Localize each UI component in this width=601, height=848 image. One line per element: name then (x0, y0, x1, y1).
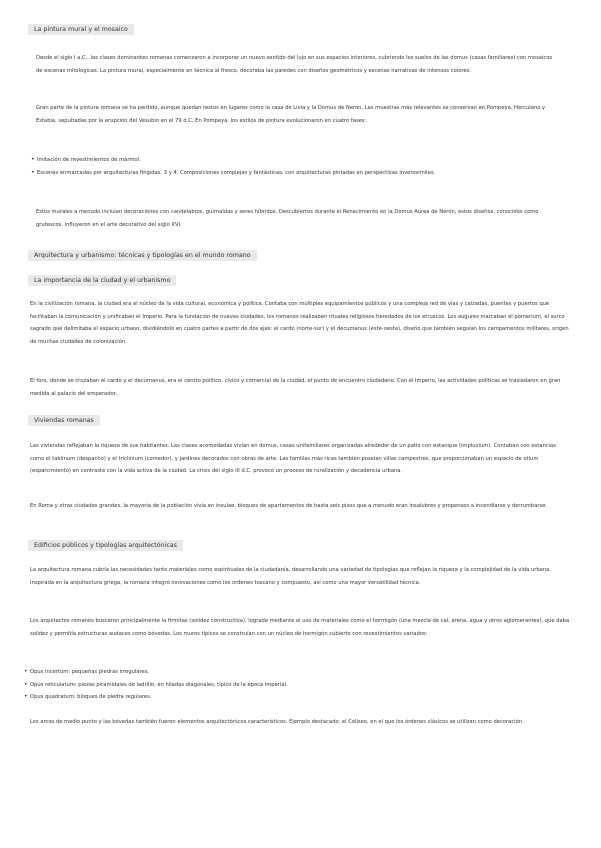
section-heading-ciudad: La importancia de la ciudad y el urbanismo (28, 275, 176, 286)
paragraph-firmitas: Los arquitectos romanos buscaron principalmente la firmitas (solidez constructiva), lograda mediante el uso de materiales como el hormigón (una mezcla de cal, arena, agua y otros aglomerantes), que daba solidez y permitía estructuras audaces como bóvedas. Los muros típicos se construían con un núcleo de hormigón cubierto con revestimientos variados: (30, 618, 570, 637)
paragraph-insulae: En Roma y otras ciudades grandes, la mayoría de la población vivía en insulae, bloques de apartamentos de hasta seis pisos que a menudo eran insalubres y propensos a incendiarse y derrumbarse. (30, 503, 548, 509)
paragraph-viviendas: Las viviendas reflejaban la riqueza de sus habitantes. Las clases acomodadas vivían en domus, casas unifamiliares organizadas alrededor de un patio con estanque (impluvium). Contaban con estancias como el tablinum (despacho) y el triclinium (comedor), y jardines decorados con obras de arte. Las familias más ricas también poseían villas campestres, que proporcionaban un espacio de otium (esparcimiento) en contraste con la vida activa de la ciudad. La crisis del siglo III d.C. provocó un proceso de ruralización y decadencia urbana. (30, 443, 556, 474)
list-item: • Escenas enmarcadas por arquitecturas fingidas. 3 y 4. Composiciones complejas y fantásticas, con arquitecturas pintadas en perspectivas inverosímiles. (31, 167, 551, 180)
list-opus-types (24, 666, 564, 704)
list-item: • Opus incertum: pequeñas piedras irregulares. (24, 666, 564, 679)
section-heading-viviendas: Viviendas romanas (28, 415, 100, 426)
list-item: • Imitación de revestimientos de mármol. (31, 154, 551, 167)
paragraph-arquitectura-romana: La arquitectura romana cubría las necesidades tanto materiales como espirituales de la ciudadanía, desarrollando una variedad de tipologías que reflejan la riqueza y la complejidad de la vida urbana. Inspirada en la arquitectura griega, la romana integró innovaciones como los órdenes toscano y compuesto, así como una mayor versatilidad técnica. (30, 567, 551, 586)
paragraph-grutescos: Estos murales a menudo incluían decoraciones con candelabros, guirnaldas y seres híbridos. Descubiertos durante el Renacimiento en la Domus Aurea de Nerón, estos diseños, conocidos como grutescos, influyeron en el arte decorativo del siglo XVI. (36, 209, 539, 228)
list-item: • Opus reticulatum: piezas piramidales de ladrillo, en hiladas diagonales, típico de la época imperial. (24, 679, 564, 692)
list-pompeya-styles (31, 154, 551, 179)
section-heading-mural: La pintura mural y el mosaico (28, 24, 134, 35)
paragraph-arcos: Los arcos de medio punto y las bóvedas también fueron elementos arquitectónicos característicos. Ejemplo destacado: el Coliseo, en el que los órdenes clásicos se utilizan como decoración. (30, 719, 524, 725)
paragraph-pompeya: Gran parte de la pintura romana se ha perdido, aunque quedan restos en lugares como la casa de Livia y la Domus de Nerón. Las muestras más relevantes se conservan en Pompeya, Herculano y Estabia, sepultadas por la erupción del Vesubio en el 79 d.C. En Pompeya, los estilos de pintura evolucionaron en cuatro fases: (36, 105, 546, 124)
paragraph-ciudad: En la civilización romana, la ciudad era el núcleo de la vida cultural, económica y política. Contaba con múltiples equipamientos públicos y una compleja red de vías y calzadas, puentes y puertos que facilitaban la comunicación y unificaban el Imperio. Para la fundación de nuevas ciudades, los romanos realizaban rituales religiosos heredados de los etruscos. Los augures marcaban el pomerium, el surco sagrado que delimitaba el espacio urbano, dividiéndolo en cuatro partes a partir de dos ejes: el cardo (norte-sur) y el decumanus (este-oeste), diseño que también seguían los campamentos militares, origen de muchas ciudades de colonización. (30, 301, 569, 345)
paragraph-foro: El foro, donde se cruzaban el cardo y el decumanus, era el centro político, cívico y comercial de la ciudad, el punto de encuentro ciudadano. Con el Imperio, las actividades políticas se trasladaron en gran medida al palacio del emperador. (30, 378, 561, 397)
list-item: • Opus quadratum: bloques de piedra regulares. (24, 691, 564, 704)
section-heading-edificios: Edificios públicos y tipologías arquitectónicas (28, 540, 183, 551)
section-heading-arquitectura: Arquitectura y urbanismo: técnicas y tipologías en el mundo romano (28, 250, 257, 261)
paragraph-mural-intro: Desde el siglo I a.C., las clases dominantes romanas comenzaron a incorporar un nuevo sentido del lujo en sus espacios interiores, cubriendo los suelos de las domus (casas familiares) con mosaicos de escenas mitológicas. La pintura mural, especialmente en técnica al fresco, decoraba las paredes con diseños geométricos y escenas narrativas de intensos colores. (36, 55, 553, 74)
